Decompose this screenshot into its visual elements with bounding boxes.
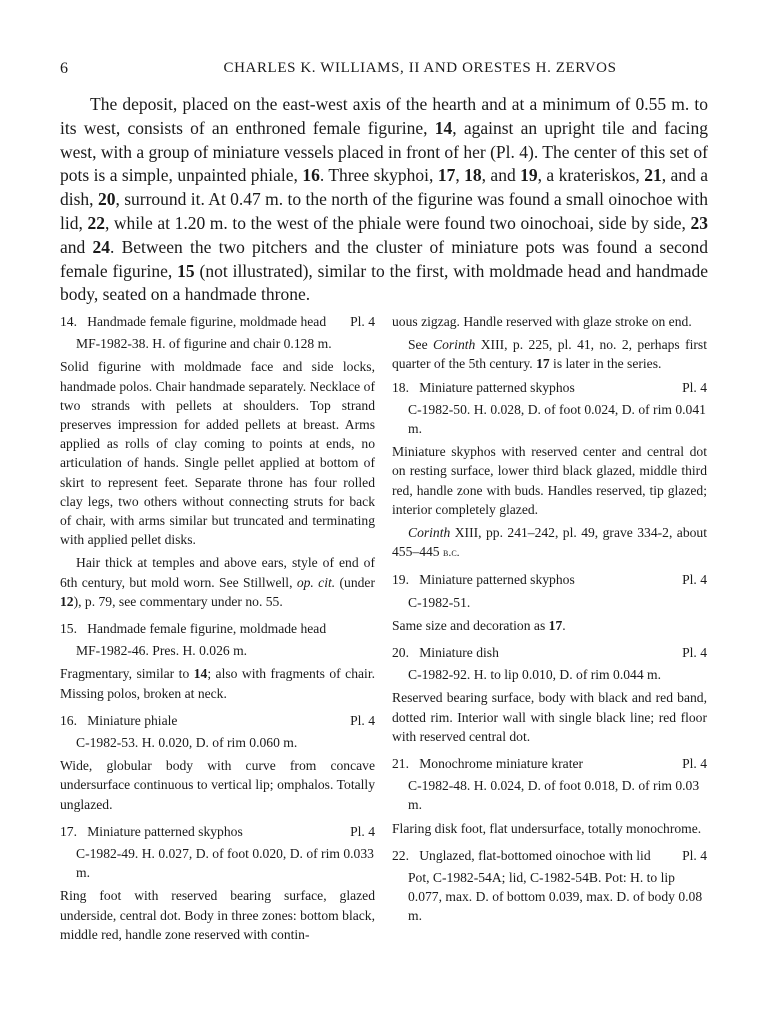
catalog-entry-17	[60, 822, 375, 944]
entry-description: Solid figurine with moldmade face and side locks, handmade polos. Chair handmade separately. Necklace of two strands with pellets at shoulders. Top strand preserves impression for added pellets at breast. Arms applied as rolls of clay coming to points at ends, no articulation of hands. Single pellet applied at bottom of skirt to represent feet. Separate throne has four rolled clay legs, two others without connecting struts for back of chair, with arms similar but truncated and terminating with applied pellet disks.	[60, 359, 375, 548]
inventory-line: MF-1982-46. Pres. H. 0.026 m.	[76, 643, 248, 659]
entry-title: 19. Miniature patterned skyphos	[392, 572, 575, 588]
page-number: 6	[60, 60, 68, 77]
catalog-entry-16	[60, 711, 375, 814]
entry-title: 16. Miniature phiale	[60, 712, 178, 728]
inventory-line: C-1982-51.	[408, 594, 471, 610]
intro-paragraph: The deposit, placed on the east-west axis of the hearth and at a minimum of 0.55 m. to its west, consists of an enthroned female figurine, 14, against an upright tile and facing west, with a group of miniature vessels placed in front of her (Pl. 4). The center of this set of pots is a simple, unpainted phiale, 16. Three skyphoi, 17, 18, and 19, a krateriskos, 21, and a dish, 20, surround it. At 0.47 m. to the north of the figurine was found a small oinochoe with lid, 22, while at 1.20 m. to the west of the phiale were found two oinochoai, side by side, 23 and 24. Between the two pitchers and the cluster of miniature pots was found a second female figurine, 15 (not illustrated), similar to the first, with moldmade head and handmade body, seated on a handmade throne.	[60, 94, 708, 305]
entry-description: Wide, globular body with curve from concave undersurface continuous to vertical lip; omphalos. Totally unglazed.	[60, 758, 375, 812]
plate-reference: Pl. 4	[682, 572, 707, 588]
catalog-entry-14	[60, 312, 375, 611]
plate-reference: Pl. 4	[350, 823, 375, 839]
plate-reference: Pl. 4	[682, 645, 707, 661]
left-column	[60, 312, 375, 952]
entry-17-continuation: uous zigzag. Handle reserved with glaze stroke on end.	[392, 314, 692, 329]
entry-title: 20. Miniature dish	[392, 645, 499, 661]
entry-17-reference: See Corinth XIII, p. 225, pl. 41, no. 2, perhaps first quarter of the 5th century. 17 is later in the series.	[392, 337, 707, 372]
plate-reference: Pl. 4	[682, 379, 707, 395]
catalog-entry-19	[392, 570, 707, 635]
entry-description: Same size and decoration as 17.	[392, 617, 566, 633]
inventory-line: C-1982-50. H. 0.028, D. of foot 0.024, D. of rim 0.041 m.	[408, 401, 706, 437]
entry-title: 14. Handmade female figurine, moldmade head	[60, 314, 327, 329]
inventory-line: C-1982-49. H. 0.027, D. of foot 0.020, D. of rim 0.033 m.	[76, 846, 374, 881]
entry-title: 17. Miniature patterned skyphos	[60, 823, 243, 839]
entry-description: Flaring disk foot, flat undersurface, totally monochrome.	[392, 820, 702, 836]
catalog-entry-21	[392, 754, 707, 838]
entry-title: 21. Monochrome miniature krater	[392, 756, 584, 772]
inventory-line: MF-1982-38. H. of figurine and chair 0.128 m.	[76, 336, 332, 352]
entry-title: 22. Unglazed, flat-bottomed oinochoe with lid	[392, 847, 651, 863]
catalog-entry-22	[392, 846, 707, 926]
entry-description: Fragmentary, similar to 14; also with fragments of chair. Missing polos, broken at neck.	[60, 666, 375, 701]
entry-reference: Corinth XIII, pp. 241–242, pl. 49, grave 334-2, about 455–445 b.c.	[392, 525, 707, 560]
catalog-entry-20	[392, 643, 707, 746]
entry-title: 18. Miniature patterned skyphos	[392, 379, 575, 395]
inventory-line: C-1982-48. H. 0.024, D. of foot 0.018, D. of rim 0.03 m.	[408, 778, 700, 813]
plate-reference: Pl. 4	[350, 712, 375, 728]
running-head: CHARLES K. WILLIAMS, II AND ORESTES H. ZERVOS	[223, 60, 617, 76]
plate-reference: Pl. 4	[682, 847, 707, 863]
catalog-entry-15	[60, 619, 375, 703]
inventory-line: Pot, C-1982-54A; lid, C-1982-54B. Pot: H. to lip 0.077, max. D. of bottom 0.039, max. D. of body 0.08 m.	[408, 870, 703, 924]
plate-reference: Pl. 4	[350, 314, 375, 329]
entry-commentary: Hair thick at temples and above ears, style of end of 6th century, but mold worn. See Stillwell, op. cit. (under 12), p. 79, see commentary under no. 55.	[60, 555, 375, 609]
entry-title: 15. Handmade female figurine, moldmade head	[60, 621, 327, 637]
catalog-entry-18	[392, 378, 707, 563]
inventory-line: C-1982-53. H. 0.020, D. of rim 0.060 m.	[76, 735, 298, 751]
inventory-line: C-1982-92. H. to lip 0.010, D. of rim 0.044 m.	[408, 667, 661, 683]
plate-reference: Pl. 4	[682, 756, 707, 772]
entry-description: Miniature skyphos with reserved center and central dot on resting surface, lower third black glazed, middle third red, handle zone with buds. Handles reserved, tip glazed; interior completely glazed.	[392, 444, 707, 517]
right-column	[392, 312, 707, 934]
entry-description: Reserved bearing surface, body with black and red band, dotted rim. Interior wall with single black line; red floor with reserved central dot.	[392, 690, 707, 744]
entry-description: Ring foot with reserved bearing surface, glazed underside, central dot. Body in three zones: bottom black, middle red, handle zone reserved with contin-	[60, 888, 375, 942]
